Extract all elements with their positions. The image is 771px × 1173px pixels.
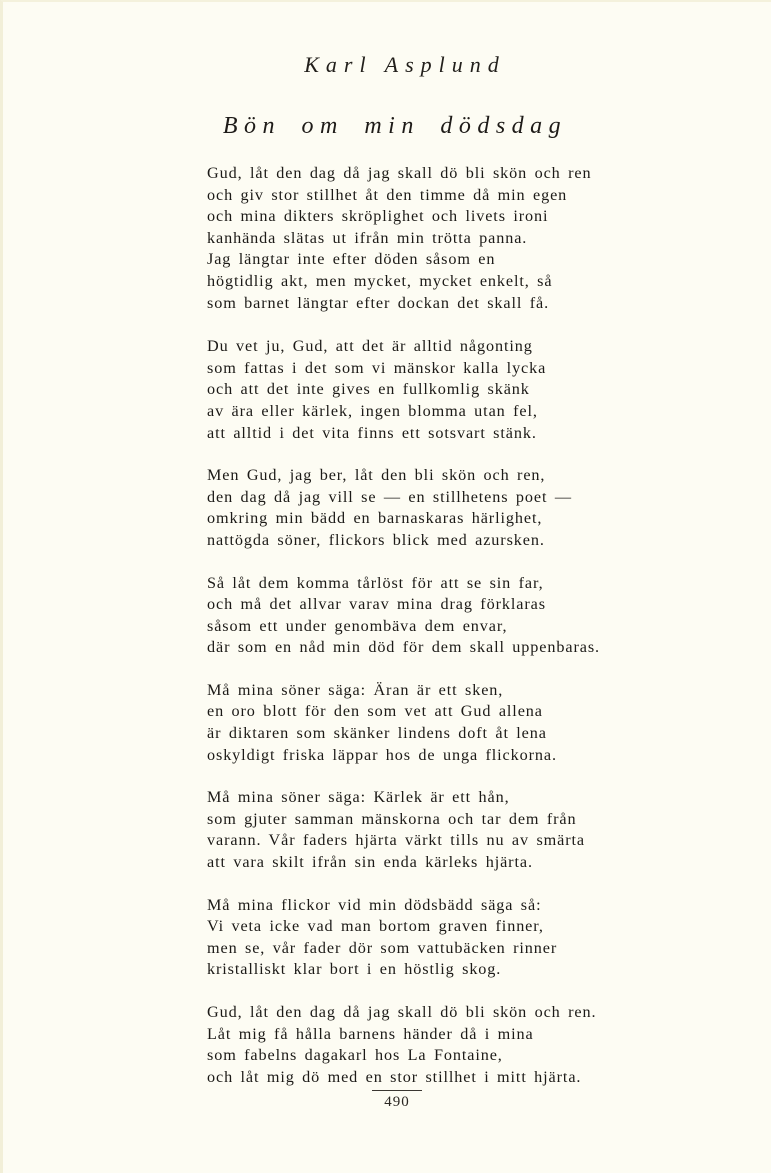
poem-line: kristalliskt klar bort i en höstlig skog.	[207, 960, 502, 979]
poem-line: av ära eller kärlek, ingen blomma utan fel,	[207, 401, 538, 420]
poem-line: oskyldigt friska läppar hos de unga flickorna.	[207, 745, 557, 764]
page-footer	[370, 1090, 424, 1111]
poem-line: kanhända slätas ut ifrån min trötta panna.	[207, 228, 528, 247]
stanza	[207, 465, 627, 551]
poem-line: Låt mig få hålla barnens händer då i mina	[207, 1024, 534, 1043]
footer-rule	[372, 1090, 422, 1091]
stanza	[207, 787, 627, 873]
poem-line: som gjuter samman mänskorna och tar dem från	[207, 809, 577, 828]
poem-line: och må det allvar varav mina drag förklaras	[207, 595, 546, 614]
poem-line: och låt mig dö med en stor stillhet i mitt hjärta.	[207, 1067, 582, 1086]
poem-line: att vara skilt ifrån sin enda kärleks hjärta.	[207, 853, 533, 872]
poem-line: Men Gud, jag ber, låt den bli skön och ren,	[207, 466, 546, 485]
poem-line: såsom ett under genombäva dem envar,	[207, 616, 508, 635]
poem-line: som fattas i det som vi mänskor kalla lycka	[207, 358, 547, 377]
poem-line: Jag längtar inte efter döden såsom en	[207, 250, 496, 269]
poem-line: Gud, låt den dag då jag skall dö bli skön och ren	[207, 164, 592, 182]
stanza	[207, 573, 627, 659]
poem-line: Må mina söner säga: Kärlek är ett hån,	[207, 788, 510, 807]
poem-line: Så låt dem komma tårlöst för att se sin far,	[207, 573, 544, 592]
stanza	[207, 336, 627, 444]
poem-body	[207, 163, 627, 1109]
stanza	[207, 680, 627, 766]
poem-line: som fabelns dagakarl hos La Fontaine,	[207, 1046, 503, 1065]
poem-line: och att det inte gives en fullkomlig skänk	[207, 380, 530, 399]
poem-line: där som en nåd min död för dem skall uppenbaras.	[207, 638, 600, 657]
poem-line: att alltid i det vita finns ett sotsvart stänk.	[207, 423, 537, 442]
poem-line: högtidlig akt, men mycket, mycket enkelt, så	[207, 271, 553, 290]
poem-line: är diktaren som skänker lindens doft åt lena	[207, 724, 547, 743]
poem-line: nattögda söner, flickors blick med azursken.	[207, 530, 545, 549]
poem-line: omkring min bädd en barnaskaras härlighet,	[207, 509, 543, 528]
poem-line: Gud, låt den dag då jag skall dö bli skön och ren.	[207, 1003, 597, 1021]
poem-line: och mina dikters skröplighet och livets ironi	[207, 207, 549, 226]
stanza	[207, 895, 627, 981]
page-number: 490	[384, 1094, 410, 1110]
poem-line: och giv stor stillhet åt den timme då min egen	[207, 185, 568, 204]
poem-line: som barnet längtar efter dockan det skall få.	[207, 293, 550, 312]
poem-line: men se, vår fader dör som vattubäcken rinner	[207, 938, 558, 957]
poem-line: Du vet ju, Gud, att det är alltid någonting	[207, 337, 533, 356]
stanza	[207, 1002, 627, 1088]
poem-line: varann. Vår faders hjärta värkt tills nu av smärta	[207, 831, 585, 850]
poem-line: en oro blott för den som vet att Gud allena	[207, 702, 543, 721]
stanza	[207, 163, 627, 314]
author-name: Karl Asplund	[304, 52, 506, 77]
poem-line: Må mina flickor vid min dödsbädd säga så:	[207, 895, 542, 914]
poem-title: Bön om min dödsdag	[222, 113, 568, 139]
poem-line: Vi veta icke vad man bortom graven finner,	[207, 917, 544, 936]
poem-line: den dag då jag vill se — en stillhetens poet —	[207, 487, 572, 506]
poem-line: Må mina söner säga: Äran är ett sken,	[207, 680, 504, 699]
